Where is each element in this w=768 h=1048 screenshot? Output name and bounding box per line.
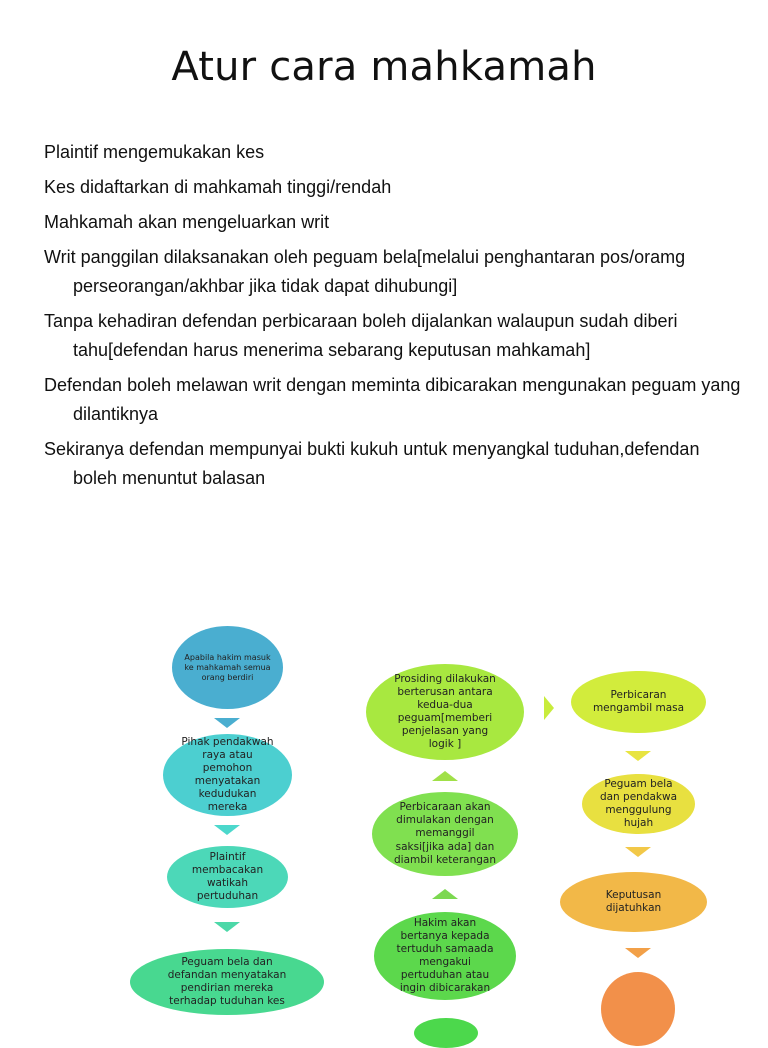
col1-node-4 (130, 949, 324, 1015)
col1-node-4-text: Peguam bela dan defandan menyatakan pendirian mereka terhadap tuduhan kes (167, 955, 287, 1008)
col3-node-2 (582, 774, 695, 834)
bullet-item: Tanpa kehadiran defendan perbicaraan boleh dijalankan walaupun sudah diberi tahu[defendan harus menerima sebarang keputusan mahkamah] (44, 311, 678, 360)
slide-title: Atur cara mahkamah (171, 44, 597, 90)
bullet-item: Mahkamah akan mengeluarkan writ (44, 212, 330, 232)
arrow-right-icon (544, 696, 554, 720)
bullet-item: Writ panggilan dilaksanakan oleh peguam bela[melalui penghantaran pos/oramg perseorangan/akhbar jika tidak dapat dihubungi] (44, 247, 686, 296)
col3-node-4-partial (601, 972, 675, 1046)
col1-node-3 (167, 846, 288, 908)
col3-node-1-text: Perbicaran mengambil masa (592, 688, 685, 714)
arrow-up-icon (432, 889, 458, 899)
col1-node-3-text: Plaintif membacakan watikah pertuduhan (191, 850, 264, 903)
col3-node-1 (571, 671, 706, 733)
col2-node-3 (374, 912, 516, 1000)
col3-node-3-text: Keputusan dijatuhkan (605, 888, 662, 914)
col2-node-1-text: Prosiding dilakukan berterusan antara kedua-dua peguam[memberi penjelasan yang logik ] (394, 672, 496, 751)
col3-node-2-text: Peguam bela dan pendakwa menggulung hujah (599, 777, 678, 830)
bullet-item: Defendan boleh melawan writ dengan meminta dibicarakan mengunakan peguam yang dilantiknya (44, 375, 741, 424)
col1-node-2 (163, 734, 292, 816)
bullet-item: Kes didaftarkan di mahkamah tinggi/rendah (44, 177, 392, 197)
arrow-down-icon (214, 825, 240, 835)
bullet-item: Sekiranya defendan mempunyai bukti kukuh untuk menyangkal tuduhan,defendan boleh menuntut balasan (44, 439, 700, 488)
col2-node-1 (366, 664, 524, 760)
arrow-down-icon (625, 751, 651, 761)
col2-node-2-text: Perbicaraan akan dimulakan dengan memanggil saksi[jika ada] dan diambil keterangan (394, 801, 496, 866)
col3-node-3 (560, 872, 707, 932)
col1-node-1-text: Apabila hakim masuk ke mahkamah semua orang berdiri (184, 652, 271, 682)
arrow-down-icon (214, 718, 240, 728)
col2-node-2 (372, 792, 518, 876)
col1-node-2-text: Pihak pendakwah raya atau pemohon menyatakan kedudukan mereka (181, 735, 274, 814)
arrow-down-icon (625, 948, 651, 958)
col1-node-1 (172, 626, 283, 709)
bullet-list (44, 138, 744, 499)
arrow-down-icon (214, 922, 240, 932)
col2-node-3-text: Hakim akan bertanya kepada tertuduh samaada mengakui pertuduhan atau ingin dibicarakan (396, 916, 494, 995)
bullet-item: Plaintif mengemukakan kes (44, 142, 265, 162)
arrow-up-icon (432, 771, 458, 781)
col2-node-4-partial (414, 1018, 478, 1048)
arrow-down-icon (625, 847, 651, 857)
